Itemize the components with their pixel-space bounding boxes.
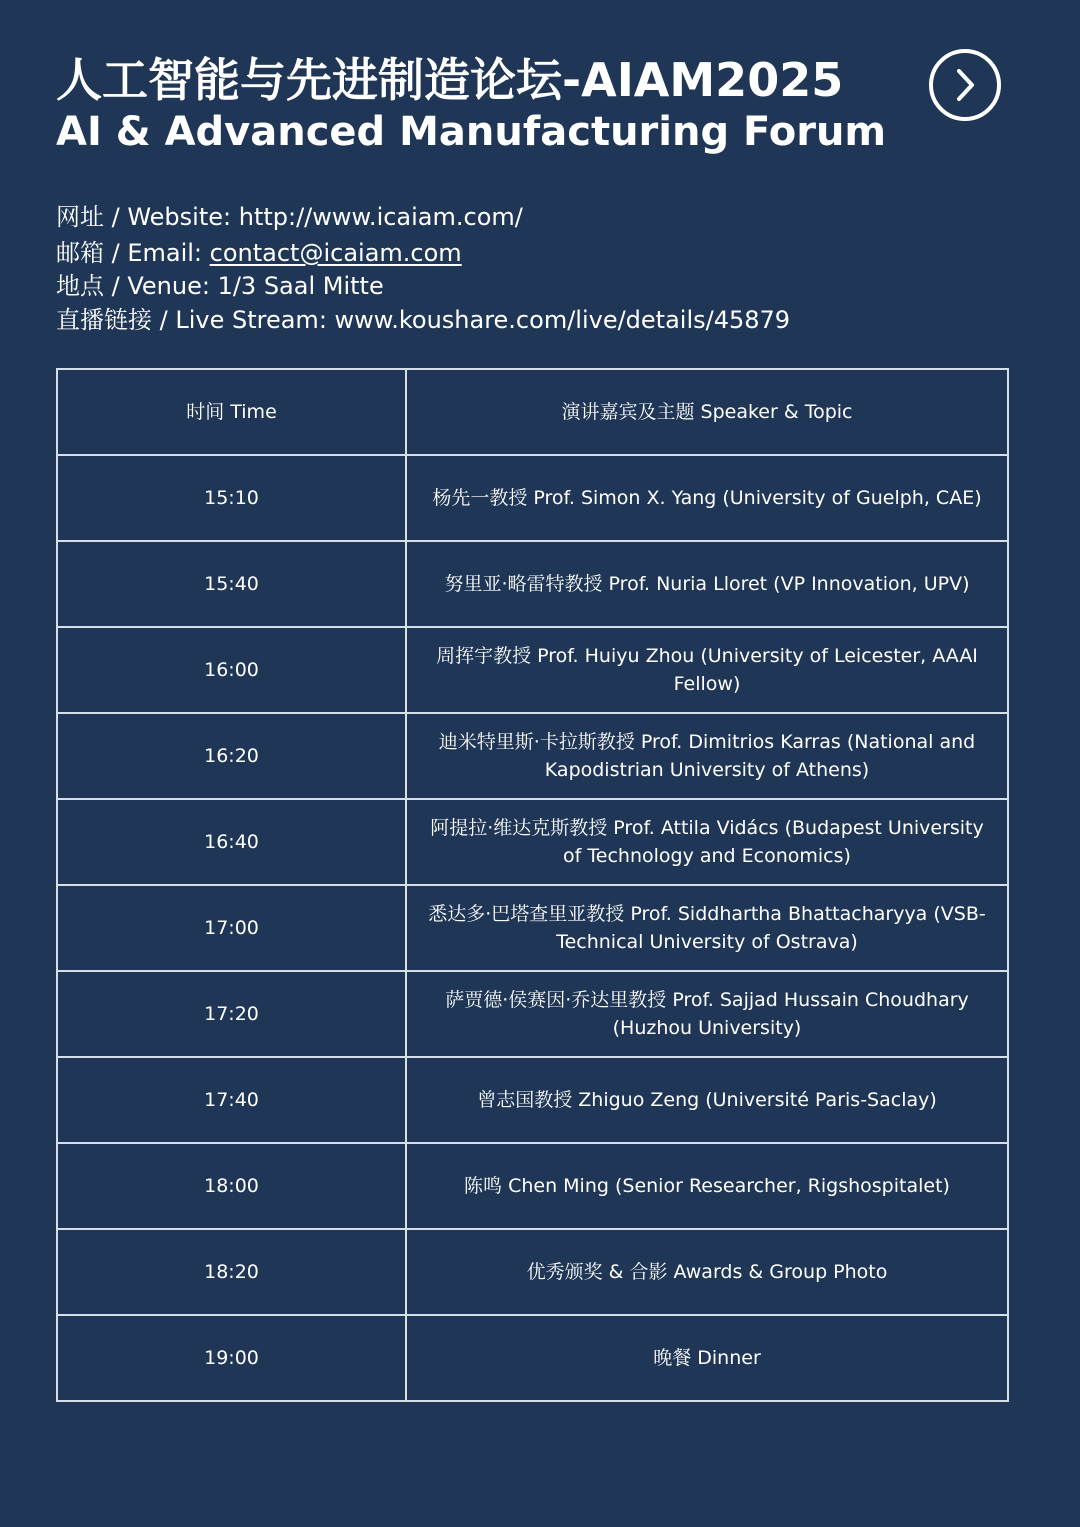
venue-line: 地点 / Venue: 1/3 Saal Mitte: [56, 272, 384, 300]
topic-column-header: 演讲嘉宾及主题 Speaker & Topic: [406, 369, 1008, 455]
time-cell: 17:20: [57, 971, 406, 1057]
email-link[interactable]: contact@icaiam.com: [209, 239, 462, 267]
table-row: [57, 713, 1008, 799]
time-cell: 16:40: [57, 799, 406, 885]
chevron-right-icon: [950, 67, 980, 103]
topic-cell: 晚餐 Dinner: [406, 1315, 1008, 1401]
table-row: [57, 1057, 1008, 1143]
time-cell: 17:40: [57, 1057, 406, 1143]
topic-cell: 悉达多·巴塔查里亚教授 Prof. Siddhartha Bhattacharyya (VSB-Technical University of Ostrava): [406, 885, 1008, 971]
schedule-table: [56, 368, 1009, 1402]
time-cell: 15:10: [57, 455, 406, 541]
email-line: [56, 236, 790, 270]
topic-cell: 杨先一教授 Prof. Simon X. Yang (University of Guelph, CAE): [406, 455, 1008, 541]
table-row: [57, 1229, 1008, 1315]
topic-cell: 陈鸣 Chen Ming (Senior Researcher, Rigshospitalet): [406, 1143, 1008, 1229]
table-row: [57, 971, 1008, 1057]
live-stream-line: 直播链接 / Live Stream: www.koushare.com/live/details/45879: [56, 306, 791, 334]
topic-cell: 曾志国教授 Zhiguo Zeng (Université Paris-Saclay): [406, 1057, 1008, 1143]
topic-cell: 努里亚·略雷特教授 Prof. Nuria Lloret (VP Innovation, UPV): [406, 541, 1008, 627]
time-cell: 15:40: [57, 541, 406, 627]
event-info: [56, 200, 790, 337]
table-header-row: [57, 369, 1008, 455]
topic-cell: 周挥宇教授 Prof. Huiyu Zhou (University of Leicester, AAAI Fellow): [406, 627, 1008, 713]
forum-title-english: AI & Advanced Manufacturing Forum: [56, 109, 887, 155]
table-row: [57, 541, 1008, 627]
topic-cell: 萨贾德·侯赛因·乔达里教授 Prof. Sajjad Hussain Choudhary (Huzhou University): [406, 971, 1008, 1057]
time-cell: 17:00: [57, 885, 406, 971]
time-cell: 16:00: [57, 627, 406, 713]
table-row: [57, 1143, 1008, 1229]
time-cell: 19:00: [57, 1315, 406, 1401]
time-column-header: 时间 Time: [57, 369, 406, 455]
next-button[interactable]: [929, 49, 1001, 121]
table-row: [57, 885, 1008, 971]
topic-cell: 迪米特里斯·卡拉斯教授 Prof. Dimitrios Karras (National and Kapodistrian University of Athens): [406, 713, 1008, 799]
time-cell: 16:20: [57, 713, 406, 799]
time-cell: 18:00: [57, 1143, 406, 1229]
email-label: 邮箱 / Email:: [56, 239, 210, 267]
table-row: [57, 627, 1008, 713]
schedule-body: [57, 455, 1008, 1401]
topic-cell: 优秀颁奖 & 合影 Awards & Group Photo: [406, 1229, 1008, 1315]
table-row: [57, 799, 1008, 885]
website-line: 网址 / Website: http://www.icaiam.com/: [56, 203, 523, 231]
table-row: [57, 1315, 1008, 1401]
topic-cell: 阿提拉·维达克斯教授 Prof. Attila Vidács (Budapest University of Technology and Economics): [406, 799, 1008, 885]
forum-title-chinese: 人工智能与先进制造论坛-AIAM2025: [56, 53, 844, 107]
time-cell: 18:20: [57, 1229, 406, 1315]
table-row: [57, 455, 1008, 541]
